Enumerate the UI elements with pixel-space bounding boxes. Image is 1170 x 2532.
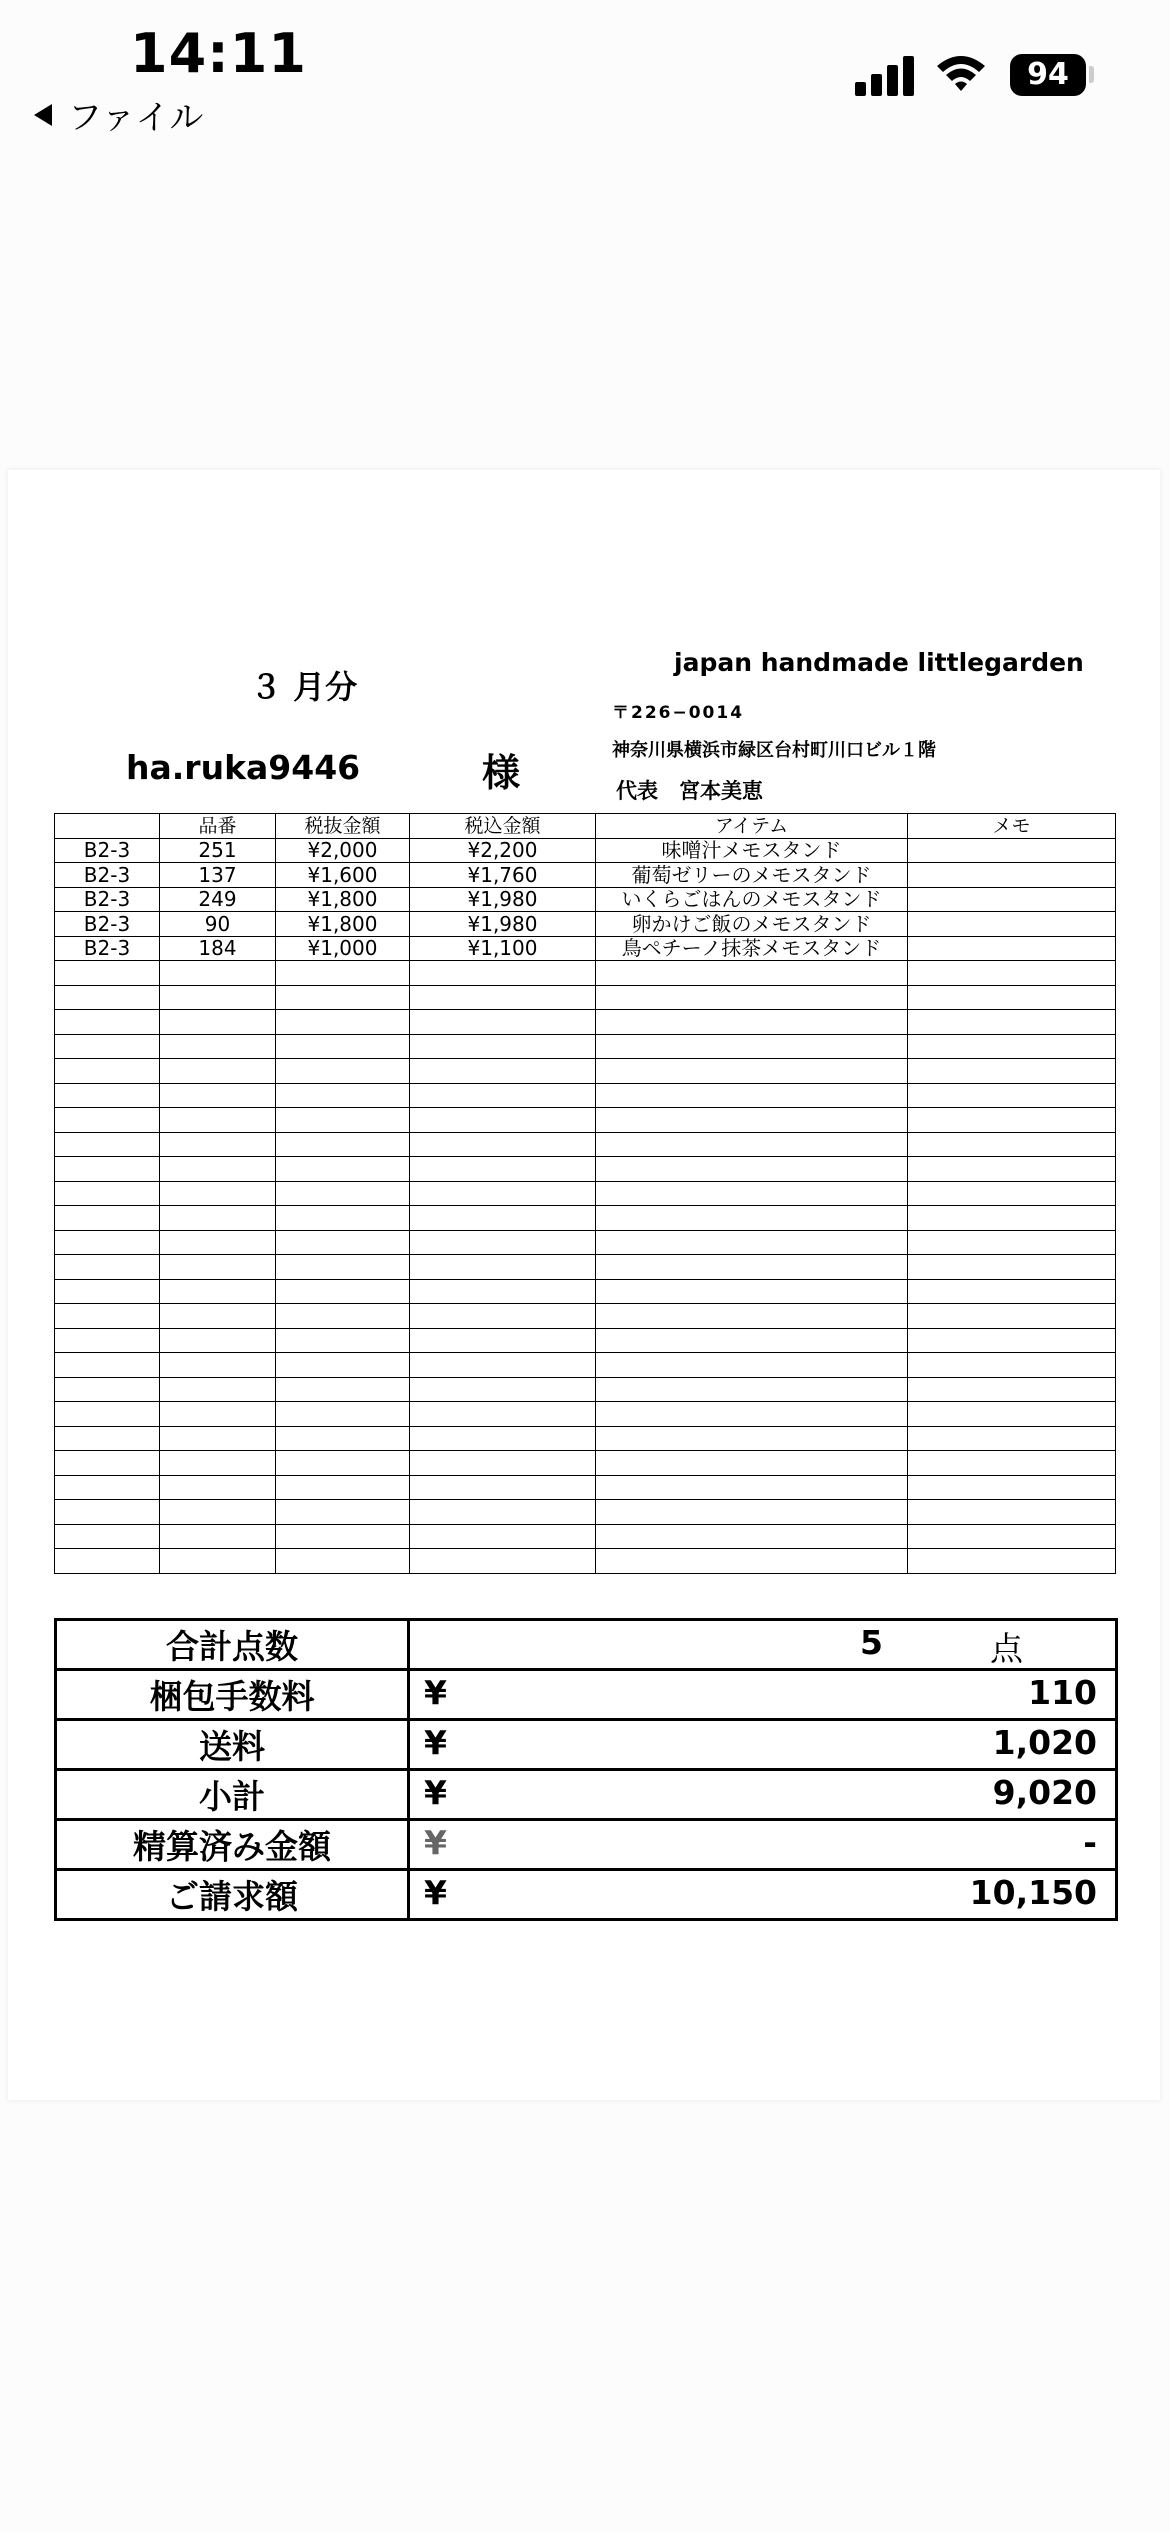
table-row bbox=[55, 1059, 1116, 1084]
table-cell bbox=[596, 1034, 908, 1059]
summary-label: 梱包手数料 bbox=[56, 1670, 409, 1720]
table-row bbox=[55, 1181, 1116, 1206]
table-cell bbox=[276, 1255, 410, 1280]
honorific: 様 bbox=[482, 751, 521, 795]
table-cell bbox=[160, 1549, 276, 1574]
table-cell bbox=[276, 1377, 410, 1402]
currency-symbol: ¥ bbox=[424, 1673, 447, 1712]
table-cell bbox=[55, 1524, 160, 1549]
table-cell bbox=[908, 1034, 1116, 1059]
table-row bbox=[55, 863, 1116, 888]
table-cell bbox=[410, 1402, 596, 1427]
summary-label: 合計点数 bbox=[56, 1620, 409, 1670]
column-header: アイテム bbox=[596, 814, 908, 839]
table-cell bbox=[908, 1059, 1116, 1084]
table-cell bbox=[908, 1426, 1116, 1451]
table-cell bbox=[55, 1426, 160, 1451]
table-cell bbox=[410, 1108, 596, 1133]
table-cell bbox=[410, 1034, 596, 1059]
table-cell bbox=[276, 1108, 410, 1133]
table-cell bbox=[55, 1353, 160, 1378]
currency-symbol: ¥ bbox=[424, 1873, 447, 1912]
battery-tip bbox=[1089, 66, 1094, 83]
table-cell: ¥1,600 bbox=[276, 863, 410, 888]
table-cell bbox=[276, 1426, 410, 1451]
table-cell bbox=[596, 1181, 908, 1206]
table-header-row bbox=[55, 814, 1116, 839]
table-cell bbox=[410, 1549, 596, 1574]
table-cell: 184 bbox=[160, 936, 276, 961]
table-cell bbox=[908, 1377, 1116, 1402]
status-bar bbox=[0, 0, 1170, 140]
table-row bbox=[55, 1451, 1116, 1476]
table-cell bbox=[410, 1353, 596, 1378]
table-cell bbox=[55, 1010, 160, 1035]
back-button[interactable] bbox=[34, 90, 203, 139]
table-row bbox=[55, 1279, 1116, 1304]
summary-value bbox=[409, 1670, 1117, 1720]
table-cell bbox=[160, 1451, 276, 1476]
table-cell: B2-3 bbox=[55, 936, 160, 961]
invoice-page bbox=[8, 470, 1160, 2100]
table-cell bbox=[55, 1328, 160, 1353]
table-cell: ¥1,980 bbox=[410, 912, 596, 937]
table-cell bbox=[55, 1304, 160, 1329]
column-header bbox=[55, 814, 160, 839]
table-cell bbox=[908, 1451, 1116, 1476]
table-cell bbox=[160, 1279, 276, 1304]
table-cell bbox=[908, 1524, 1116, 1549]
company-address: 神奈川県横浜市緑区台村町川口ビル１階 bbox=[612, 740, 936, 761]
summary-value bbox=[409, 1720, 1117, 1770]
table-cell bbox=[596, 1157, 908, 1182]
table-row bbox=[55, 1010, 1116, 1035]
table-row bbox=[55, 1377, 1116, 1402]
table-cell bbox=[908, 1304, 1116, 1329]
table-cell bbox=[55, 1500, 160, 1525]
table-cell bbox=[908, 1181, 1116, 1206]
table-cell bbox=[410, 961, 596, 986]
summary-row-total-items bbox=[56, 1620, 1117, 1670]
table-cell bbox=[160, 1059, 276, 1084]
table-cell bbox=[276, 1010, 410, 1035]
table-row bbox=[55, 985, 1116, 1010]
column-header: 税込金額 bbox=[410, 814, 596, 839]
summary-row-settled bbox=[56, 1820, 1117, 1870]
table-cell bbox=[596, 1549, 908, 1574]
summary-label: 送料 bbox=[56, 1720, 409, 1770]
table-cell bbox=[596, 1279, 908, 1304]
table-cell bbox=[410, 1181, 596, 1206]
table-cell bbox=[908, 1475, 1116, 1500]
table-cell bbox=[908, 863, 1116, 888]
table-cell bbox=[276, 1328, 410, 1353]
table-cell bbox=[596, 1206, 908, 1231]
table-row bbox=[55, 936, 1116, 961]
table-row bbox=[55, 1206, 1116, 1231]
table-cell bbox=[596, 1255, 908, 1280]
table-cell bbox=[410, 1083, 596, 1108]
company-name: japan handmade littlegarden bbox=[674, 648, 1084, 677]
table-cell bbox=[276, 1230, 410, 1255]
table-row bbox=[55, 887, 1116, 912]
table-cell bbox=[276, 1157, 410, 1182]
table-cell: 251 bbox=[160, 838, 276, 863]
table-cell bbox=[596, 1377, 908, 1402]
summary-label: 精算済み金額 bbox=[56, 1820, 409, 1870]
summary-value bbox=[409, 1820, 1117, 1870]
table-cell bbox=[908, 887, 1116, 912]
summary-label: ご請求額 bbox=[56, 1870, 409, 1920]
table-cell bbox=[410, 1304, 596, 1329]
table-cell bbox=[160, 1010, 276, 1035]
column-header: 品番 bbox=[160, 814, 276, 839]
table-cell bbox=[276, 1279, 410, 1304]
table-cell bbox=[276, 1132, 410, 1157]
table-row bbox=[55, 1230, 1116, 1255]
table-cell bbox=[160, 1353, 276, 1378]
table-cell bbox=[160, 1108, 276, 1133]
summary-row-packing bbox=[56, 1670, 1117, 1720]
table-row bbox=[55, 1426, 1116, 1451]
summary-value bbox=[409, 1620, 1117, 1670]
table-cell bbox=[276, 1475, 410, 1500]
table-cell bbox=[55, 1083, 160, 1108]
table-cell bbox=[908, 1353, 1116, 1378]
table-cell bbox=[410, 1255, 596, 1280]
table-cell bbox=[160, 1255, 276, 1280]
table-cell bbox=[596, 1010, 908, 1035]
table-cell: 137 bbox=[160, 863, 276, 888]
table-cell: ¥2,200 bbox=[410, 838, 596, 863]
table-row bbox=[55, 1500, 1116, 1525]
table-cell bbox=[160, 1132, 276, 1157]
table-cell bbox=[160, 1304, 276, 1329]
table-cell bbox=[55, 1206, 160, 1231]
table-cell bbox=[160, 1328, 276, 1353]
table-cell bbox=[55, 1157, 160, 1182]
table-cell bbox=[55, 1034, 160, 1059]
wifi-icon bbox=[935, 52, 987, 94]
table-cell bbox=[908, 1328, 1116, 1353]
table-cell bbox=[908, 985, 1116, 1010]
table-cell bbox=[596, 985, 908, 1010]
table-cell bbox=[908, 1157, 1116, 1182]
column-header: 税抜金額 bbox=[276, 814, 410, 839]
table-cell bbox=[908, 1230, 1116, 1255]
summary-value bbox=[409, 1870, 1117, 1920]
table-cell bbox=[596, 1108, 908, 1133]
table-cell: ¥1,000 bbox=[276, 936, 410, 961]
table-cell bbox=[55, 1181, 160, 1206]
table-cell bbox=[596, 1475, 908, 1500]
signal-icon bbox=[855, 56, 917, 96]
table-cell bbox=[410, 985, 596, 1010]
table-cell bbox=[410, 1451, 596, 1476]
table-cell bbox=[596, 1524, 908, 1549]
table-cell bbox=[55, 1059, 160, 1084]
table-cell bbox=[908, 838, 1116, 863]
table-cell bbox=[55, 961, 160, 986]
table-cell bbox=[908, 1010, 1116, 1035]
table-cell bbox=[410, 1475, 596, 1500]
table-row bbox=[55, 1108, 1116, 1133]
table-cell bbox=[160, 1377, 276, 1402]
currency-symbol: ¥ bbox=[424, 1723, 447, 1762]
table-cell: B2-3 bbox=[55, 863, 160, 888]
table-cell bbox=[160, 1083, 276, 1108]
table-cell bbox=[55, 1402, 160, 1427]
table-cell: ¥2,000 bbox=[276, 838, 410, 863]
summary-value bbox=[409, 1770, 1117, 1820]
table-row bbox=[55, 1402, 1116, 1427]
table-cell bbox=[410, 1328, 596, 1353]
table-cell: B2-3 bbox=[55, 838, 160, 863]
table-cell bbox=[276, 1083, 410, 1108]
table-cell bbox=[410, 1157, 596, 1182]
representative: 代表 宮本美恵 bbox=[616, 779, 763, 803]
currency-symbol: ¥ bbox=[424, 1773, 447, 1812]
table-cell bbox=[160, 1426, 276, 1451]
table-cell bbox=[160, 961, 276, 986]
shipping-amount: 1,020 bbox=[992, 1723, 1097, 1762]
table-cell bbox=[276, 1402, 410, 1427]
table-cell bbox=[596, 1059, 908, 1084]
table-row bbox=[55, 1132, 1116, 1157]
table-cell bbox=[160, 1181, 276, 1206]
table-cell bbox=[908, 1132, 1116, 1157]
table-cell bbox=[410, 1230, 596, 1255]
packing-amount: 110 bbox=[1028, 1673, 1097, 1712]
table-cell bbox=[908, 1500, 1116, 1525]
table-cell bbox=[908, 1083, 1116, 1108]
summary-row-billing bbox=[56, 1870, 1117, 1920]
table-cell bbox=[410, 1377, 596, 1402]
table-cell bbox=[596, 1328, 908, 1353]
table-cell bbox=[596, 1083, 908, 1108]
table-cell bbox=[908, 936, 1116, 961]
summary-label: 小計 bbox=[56, 1770, 409, 1820]
table-cell bbox=[410, 1279, 596, 1304]
table-cell bbox=[908, 1108, 1116, 1133]
table-cell bbox=[410, 1059, 596, 1084]
table-cell: ¥1,760 bbox=[410, 863, 596, 888]
table-cell bbox=[410, 1010, 596, 1035]
table-cell: ¥1,980 bbox=[410, 887, 596, 912]
table-cell bbox=[276, 1500, 410, 1525]
table-cell bbox=[276, 1549, 410, 1574]
table-cell bbox=[55, 1451, 160, 1476]
table-row bbox=[55, 1255, 1116, 1280]
table-cell: ¥1,800 bbox=[276, 887, 410, 912]
table-cell: 鳥ペチーノ抹茶メモスタンド bbox=[596, 936, 908, 961]
table-row bbox=[55, 1157, 1116, 1182]
table-cell bbox=[160, 1524, 276, 1549]
table-cell bbox=[276, 985, 410, 1010]
table-cell bbox=[160, 1402, 276, 1427]
table-cell bbox=[410, 1132, 596, 1157]
table-cell bbox=[55, 1255, 160, 1280]
table-cell bbox=[410, 1426, 596, 1451]
total-items-unit: 点 bbox=[990, 1629, 1023, 1668]
table-cell bbox=[55, 1230, 160, 1255]
table-cell bbox=[160, 1034, 276, 1059]
table-cell bbox=[276, 1034, 410, 1059]
table-cell: 卵かけご飯のメモスタンド bbox=[596, 912, 908, 937]
table-cell: 249 bbox=[160, 887, 276, 912]
invoice-month: ３ 月分 bbox=[250, 668, 358, 706]
table-row bbox=[55, 1549, 1116, 1574]
table-cell bbox=[908, 1255, 1116, 1280]
table-cell bbox=[908, 1279, 1116, 1304]
subtotal-amount: 9,020 bbox=[992, 1773, 1097, 1812]
table-cell bbox=[160, 1475, 276, 1500]
table-cell bbox=[160, 1230, 276, 1255]
table-row bbox=[55, 912, 1116, 937]
table-cell bbox=[276, 1181, 410, 1206]
table-cell bbox=[596, 1132, 908, 1157]
table-cell bbox=[276, 1524, 410, 1549]
table-cell bbox=[276, 1059, 410, 1084]
clock: 14:11 bbox=[130, 22, 307, 85]
table-row bbox=[55, 1304, 1116, 1329]
total-items-value: 5 bbox=[860, 1623, 883, 1662]
table-cell bbox=[410, 1524, 596, 1549]
settled-amount: - bbox=[1083, 1823, 1097, 1862]
table-cell bbox=[596, 1500, 908, 1525]
table-cell bbox=[908, 1549, 1116, 1574]
table-cell bbox=[276, 1206, 410, 1231]
table-cell bbox=[596, 1304, 908, 1329]
table-cell bbox=[410, 1206, 596, 1231]
table-cell: ¥1,100 bbox=[410, 936, 596, 961]
table-cell bbox=[908, 961, 1116, 986]
table-cell bbox=[596, 1353, 908, 1378]
table-row bbox=[55, 1353, 1116, 1378]
table-cell: 葡萄ゼリーのメモスタンド bbox=[596, 863, 908, 888]
table-cell bbox=[596, 961, 908, 986]
currency-symbol: ¥ bbox=[424, 1823, 447, 1862]
back-arrow-icon bbox=[34, 104, 52, 126]
table-row bbox=[55, 1524, 1116, 1549]
table-cell bbox=[55, 1279, 160, 1304]
postal-code: 〒226−0014 bbox=[612, 703, 745, 723]
table-cell: ¥1,800 bbox=[276, 912, 410, 937]
summary-row-subtotal bbox=[56, 1770, 1117, 1820]
table-cell bbox=[908, 1206, 1116, 1231]
table-cell bbox=[596, 1230, 908, 1255]
table-cell bbox=[160, 1500, 276, 1525]
battery-icon: 94 bbox=[1010, 54, 1086, 96]
items-table bbox=[54, 813, 1116, 1574]
table-cell bbox=[276, 1451, 410, 1476]
table-cell: 味噌汁メモスタンド bbox=[596, 838, 908, 863]
table-cell bbox=[160, 985, 276, 1010]
table-cell: 90 bbox=[160, 912, 276, 937]
table-row bbox=[55, 961, 1116, 986]
table-cell: いくらごはんのメモスタンド bbox=[596, 887, 908, 912]
table-row bbox=[55, 838, 1116, 863]
table-cell bbox=[55, 985, 160, 1010]
table-cell bbox=[160, 1206, 276, 1231]
table-cell bbox=[596, 1402, 908, 1427]
back-label: ファイル bbox=[68, 98, 204, 138]
table-cell bbox=[55, 1108, 160, 1133]
billing-amount: 10,150 bbox=[969, 1873, 1097, 1912]
customer-name: ha.ruka9446 bbox=[126, 748, 361, 787]
table-cell bbox=[55, 1549, 160, 1574]
table-cell: B2-3 bbox=[55, 912, 160, 937]
table-cell bbox=[908, 1402, 1116, 1427]
column-header: メモ bbox=[908, 814, 1116, 839]
table-cell bbox=[55, 1475, 160, 1500]
table-cell bbox=[410, 1500, 596, 1525]
summary-row-shipping bbox=[56, 1720, 1117, 1770]
table-cell bbox=[908, 912, 1116, 937]
table-cell bbox=[55, 1132, 160, 1157]
table-cell bbox=[276, 1353, 410, 1378]
table-row bbox=[55, 1083, 1116, 1108]
table-row bbox=[55, 1475, 1116, 1500]
summary-table bbox=[54, 1618, 1118, 1921]
table-cell bbox=[276, 1304, 410, 1329]
table-cell bbox=[276, 961, 410, 986]
table-cell bbox=[596, 1426, 908, 1451]
table-cell: B2-3 bbox=[55, 887, 160, 912]
table-cell bbox=[160, 1157, 276, 1182]
table-row bbox=[55, 1328, 1116, 1353]
table-row bbox=[55, 1034, 1116, 1059]
table-cell bbox=[55, 1377, 160, 1402]
table-cell bbox=[596, 1451, 908, 1476]
